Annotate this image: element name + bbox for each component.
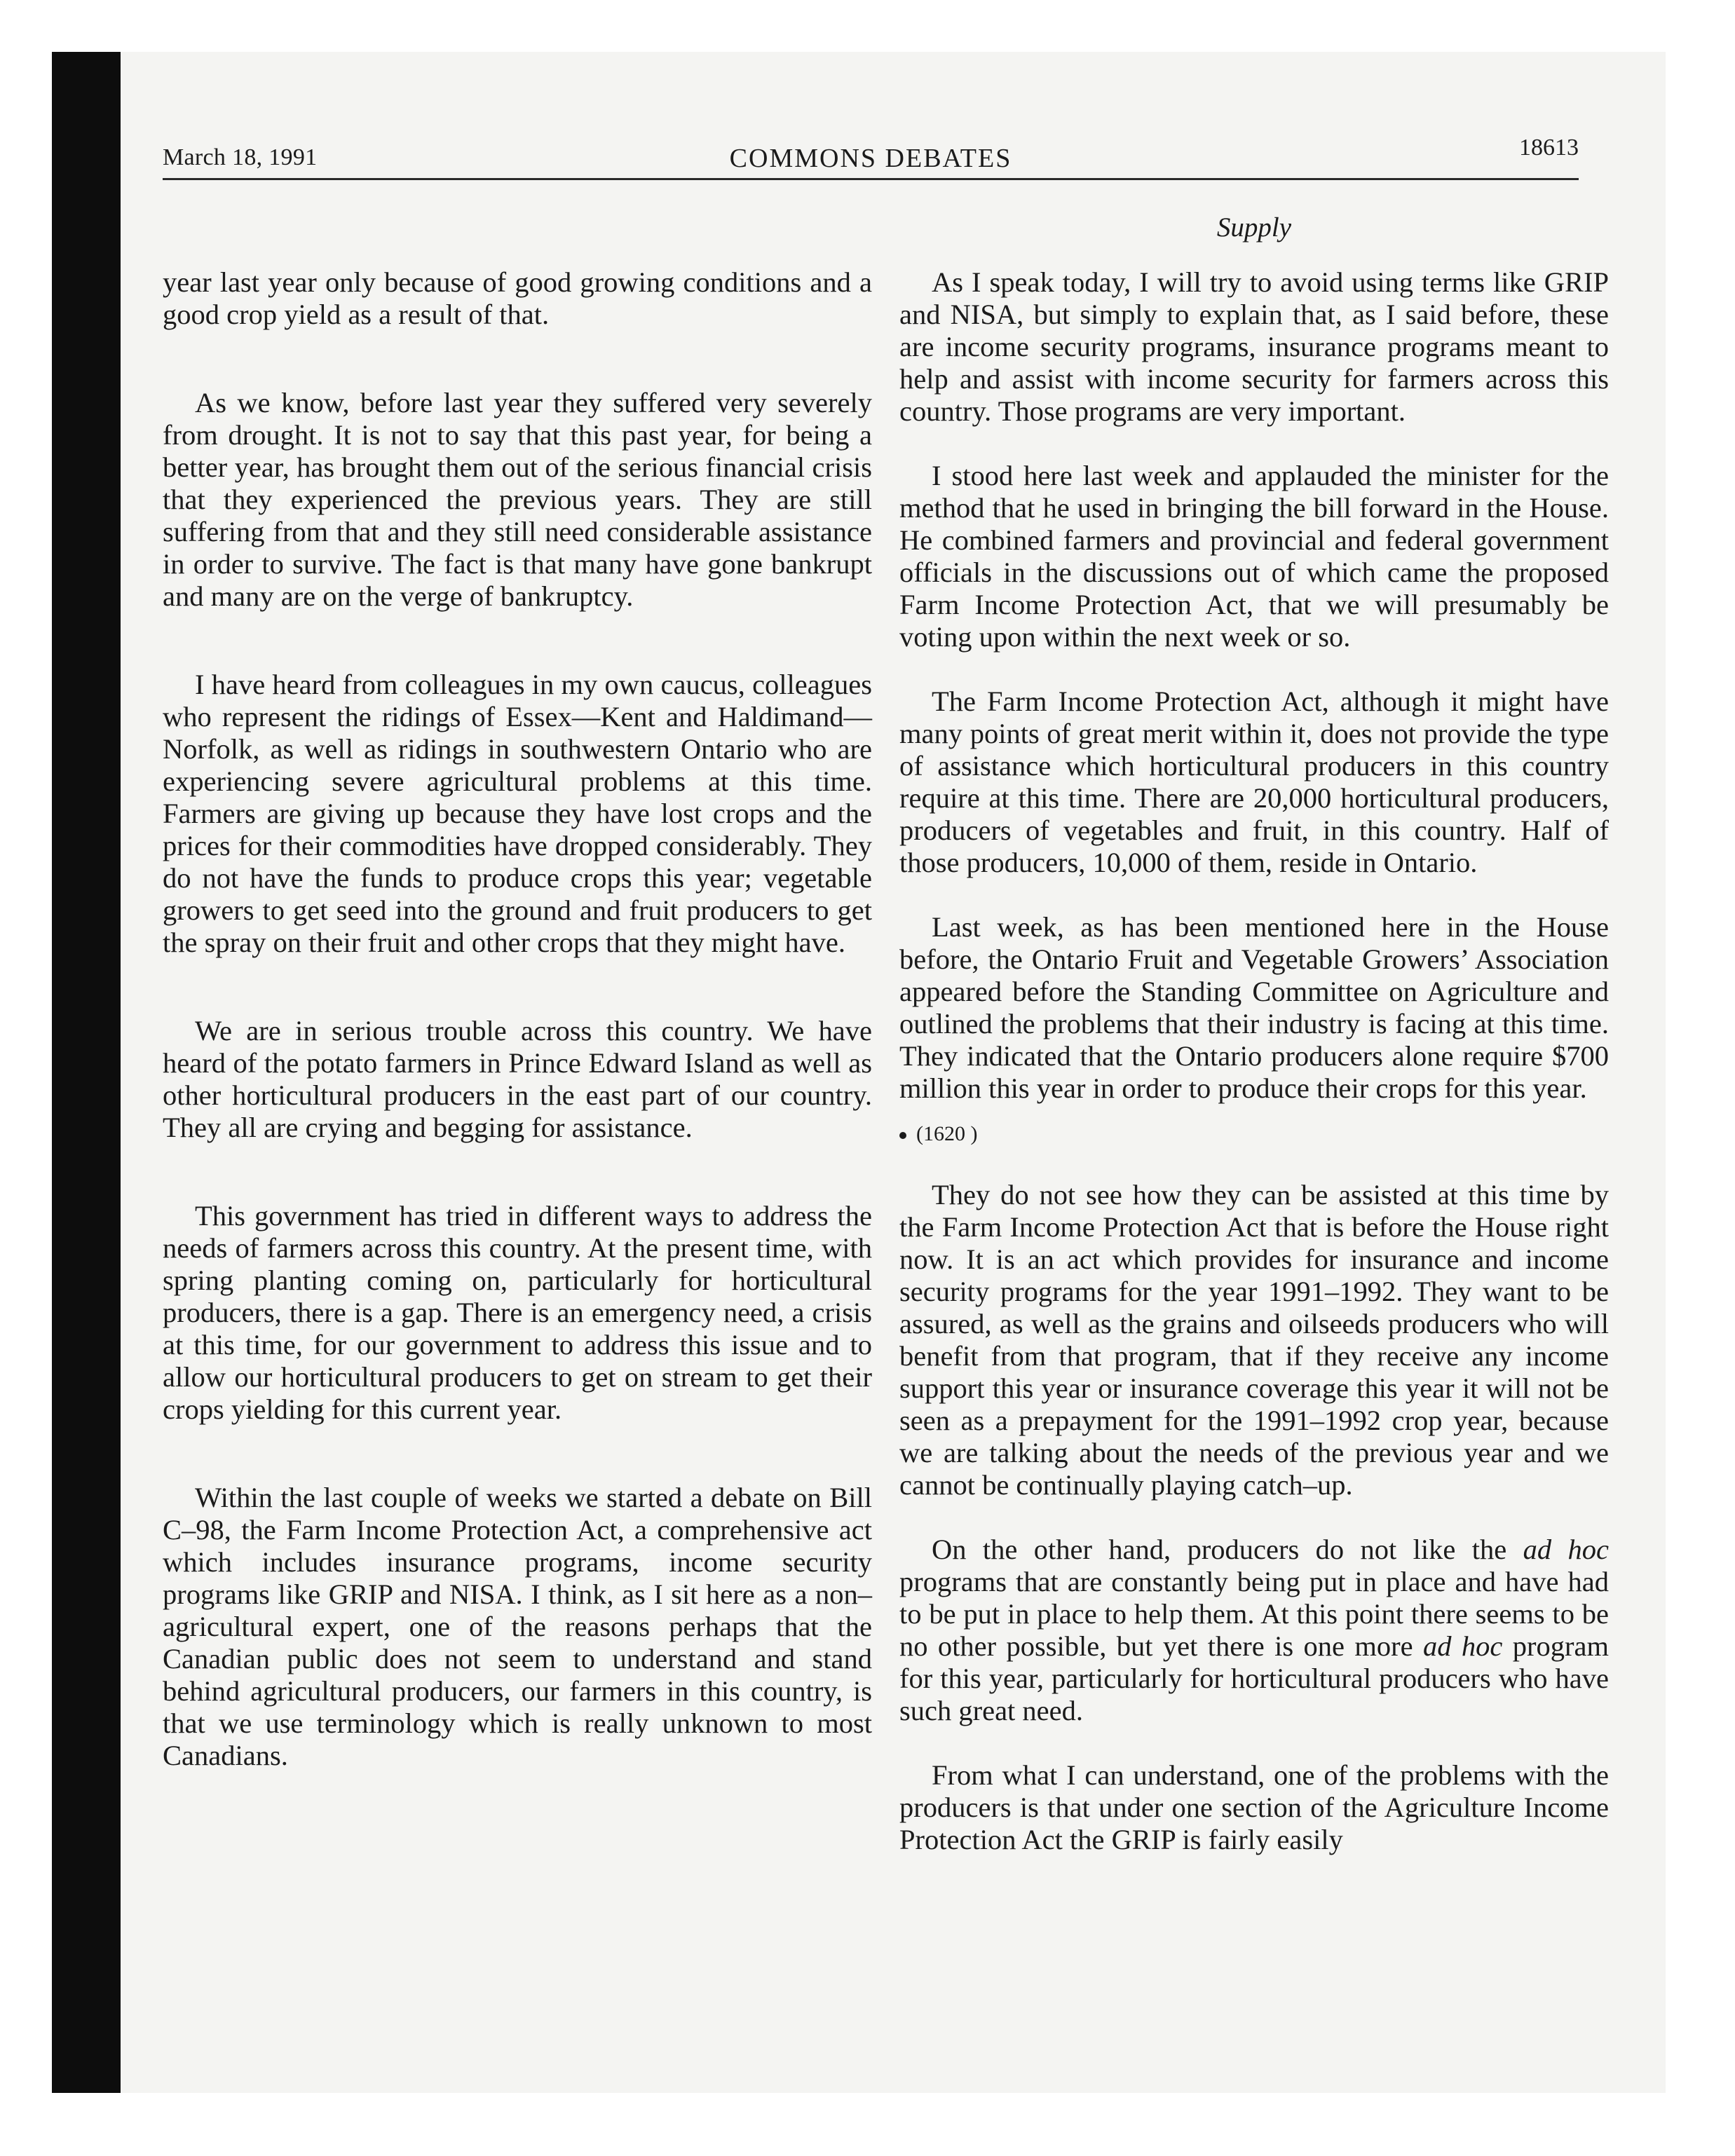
ad-hoc-text-3: program for this year, particularly for horticultural producers who have such great need. <box>899 1630 1610 1726</box>
paragraph-last-week: Last week, as has been mentioned here in the House before, the Ontario Fruit and Vegetable Growers’ Association appeared before the Standing Committee on Agriculture and outlined the problems that their industry is facing at this time. They indicated that the Ontario producers alone require $700 million this year in order to produce their crops for this year. <box>899 911 1609 1104</box>
time-stamp <box>899 1121 1609 1147</box>
time-stamp-text: (1620 ) <box>916 1122 978 1145</box>
paragraph-continuation: year last year only because of good growing conditions and a good crop yield as a result of that. <box>163 266 872 330</box>
page-number: 18613 <box>1519 135 1579 161</box>
page-header <box>163 135 1579 178</box>
ad-hoc-text-2: programs that are constantly being put in place and have had to be put in place to help them. At this point there seems to be no other possible, but yet there is one more <box>899 1566 1609 1662</box>
paragraph-terms: As I speak today, I will try to avoid using terms like GRIP and NISA, but simply to explain that, as I said before, these are income security programs, insurance programs meant to help and assist with income security for farmers across this country. Those programs are very important. <box>899 266 1609 427</box>
paragraph-serious-trouble: We are in serious trouble across this country. We have heard of the potato farmers in Prince Edward Island as well as other horticultural producers in the east part of our country. They all are crying and begging for assistance. <box>163 1015 872 1143</box>
header-date: March 18, 1991 <box>163 144 318 170</box>
publication-title: COMMONS DEBATES <box>729 144 1012 173</box>
paragraph-government: This government has tried in different ways to address the needs of farmers across this country. At the present time, with spring planting coming on, particularly for horticultural producers, there is a gap. There is an emergency need, a crisis at this time, for our government to address this issue and to allow our horticultural producers to get on stream to get their crops yielding for this current year. <box>163 1200 872 1425</box>
bullet-icon <box>899 1132 906 1139</box>
binding-shadow <box>52 52 121 2093</box>
paragraph-applauded: I stood here last week and applauded the minister for the method that he used in bringing the bill forward in the House. He combined farmers and provincial and federal government officials in the discussions out of which came the proposed Farm Income Protection Act, that we will presumably be voting upon within the next week or so. <box>899 460 1609 653</box>
paragraph-drought: As we know, before last year they suffered very severely from drought. It is not to say that this past year, for being a better year, has brought them out of the serious financial crisis that they experienced the previous years. They are still suffering from that and they still need considerable assistance in order to survive. The fact is that many have gone bankrupt and many are on the verge of bankruptcy. <box>163 387 872 612</box>
paragraph-ad-hoc <box>899 1534 1609 1727</box>
paragraph-bill-c98: Within the last couple of weeks we started a debate on Bill C–98, the Farm Income Protection Act, a comprehensive act which includes insurance programs, income security programs like GRIP and NISA. I think, as I sit here as a non–agricultural expert, one of the reasons perhaps that the Canadian public does not seem to understand and stand behind agricultural producers, our farmers in this country, is that we use terminology which is really unknown to most Canadians. <box>163 1482 872 1771</box>
left-column <box>163 266 872 1772</box>
paragraph-colleagues: I have heard from colleagues in my own caucus, colleagues who represent the ridings of Essex—Kent and Haldimand—Norfolk, as well as ridings in southwestern Ontario who are experiencing severe agricultural problems at this time. Farmers are giving up because they have lost crops and the prices for their commodities have dropped considerably. They do not have the funds to produce crops this year; vegetable growers to get seed into the ground and fruit producers to get the spray on their fruit and other crops that they might have. <box>163 669 872 958</box>
ad-hoc-italic-1: ad hoc <box>1523 1534 1609 1565</box>
ad-hoc-italic-2: ad hoc <box>1423 1630 1503 1662</box>
right-column <box>899 266 1609 1856</box>
paragraph-merit: The Farm Income Protection Act, although it might have many points of great merit within it, does not provide the type of assistance which horticultural producers in this country require at this time. There are 20,000 horticultural producers, producers of vegetables and fruit, in this country. Half of those producers, 10,000 of them, reside in Ontario. <box>899 685 1609 878</box>
header-rule <box>163 178 1579 180</box>
paragraph-not-assisted: They do not see how they can be assisted at this time by the Farm Income Protection Act that is before the House right now. It is an act which provides for insurance and income security programs for the year 1991–1992. They want to be assured, as well as the grains and oilseeds producers who will benefit from that program, that if they receive any income support this year or insurance coverage this year it will not be seen as a prepayment for the 1991–1992 crop year, because we are talking about the needs of the previous year and we cannot be continually playing catch–up. <box>899 1179 1609 1501</box>
ad-hoc-text-1: On the other hand, producers do not like the <box>932 1534 1523 1565</box>
paragraph-final: From what I can understand, one of the problems with the producers is that under one section of the Agriculture Income Protection Act the GRIP is fairly easily <box>899 1759 1609 1855</box>
section-label: Supply <box>1216 212 1292 243</box>
